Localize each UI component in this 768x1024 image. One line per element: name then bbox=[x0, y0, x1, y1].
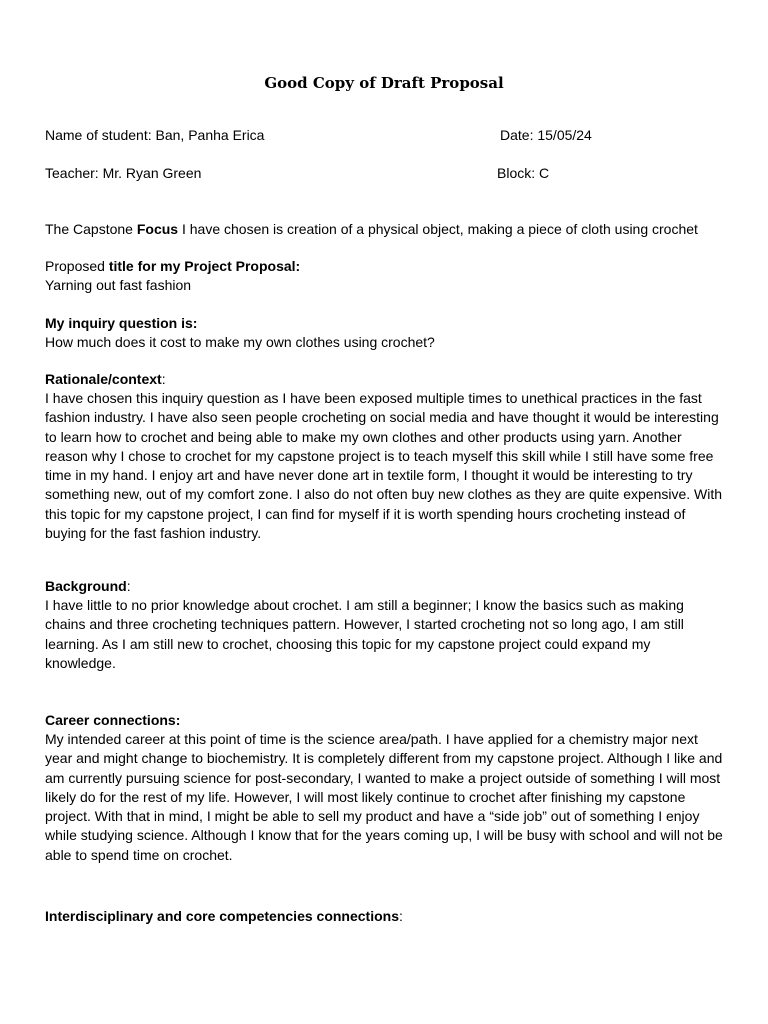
interdisciplinary-colon: : bbox=[399, 908, 403, 924]
rationale-body: I have chosen this inquiry question as I have been exposed multiple times to unethical practices in the fast fashion industry. I have also seen people crocheting on social media and have thought it would be interesting to learn how to crochet and being able to make my own clothes and other products using yarn. Another reason why I chose to crochet for my capstone project is to teach myself this skill while I still have some free time in my hand. I enjoy art and have never done art in textile form, I thought it would be interesting to try something new, out of my comfort zone. I also do not often buy new clothes as they are quite expensive. With this topic for my capstone project, I can find for myself if it is worth spending hours crocheting instead of buying for the fast fashion industry. bbox=[45, 390, 723, 542]
focus-pre: The Capstone bbox=[45, 221, 137, 237]
teacher-name: Teacher: Mr. Ryan Green bbox=[45, 165, 202, 181]
proposed-title-pre: Proposed bbox=[45, 258, 109, 274]
rationale-heading-text: Rationale/context bbox=[45, 371, 162, 387]
focus-line bbox=[45, 220, 698, 239]
focus-post: I have chosen is creation of a physical object, making a piece of cloth using crochet bbox=[178, 221, 698, 237]
proposed-title-bold: title for my Project Proposal: bbox=[108, 258, 301, 274]
background-heading bbox=[45, 577, 131, 596]
student-name: Name of student: Ban, Panha Erica bbox=[45, 127, 265, 143]
proposal-date: Date: 15/05/24 bbox=[500, 127, 592, 143]
proposed-title-label bbox=[45, 257, 300, 276]
background-heading-text: Background bbox=[45, 578, 127, 594]
proposed-title-value: Yarning out fast fashion bbox=[45, 277, 192, 293]
rationale-colon: : bbox=[161, 371, 166, 387]
background-colon: : bbox=[126, 578, 131, 594]
inquiry-heading-text: My inquiry question is: bbox=[45, 315, 198, 331]
rationale-heading bbox=[45, 370, 166, 389]
career-heading-text: Career connections: bbox=[45, 712, 181, 728]
document-title: Good Copy of Draft Proposal bbox=[264, 74, 504, 92]
career-heading bbox=[45, 711, 180, 730]
focus-bold: Focus bbox=[136, 221, 179, 237]
career-body: My intended career at this point of time is the science area/path. I have applied for a chemistry major next year and might change to biochemistry. It is completely different from my capstone project. Although I like and am currently pursuing science for post-secondary, I wanted to make a project outside of something I will most likely do for the rest of my life. However, I will most likely continue to crochet after finishing my capstone project. With that in mind, I might be able to sell my product and have a “side job” out of something I enjoy while studying science. Although I know that for the years coming up, I will be busy with school and will not be able to spend time on crochet. bbox=[45, 731, 723, 863]
interdisciplinary-heading-text: Interdisciplinary and core competencies connections bbox=[45, 908, 399, 924]
inquiry-heading bbox=[45, 314, 197, 333]
background-body: I have little to no prior knowledge about crochet. I am still a beginner; I know the basics such as making chains and three crocheting techniques pattern. However, I started crocheting not so long ago, I am still learning. As I am still new to crochet, choosing this topic for my capstone project could expand my knowledge. bbox=[45, 597, 684, 671]
interdisciplinary-heading bbox=[45, 907, 403, 926]
block-label: Block: C bbox=[497, 165, 550, 181]
inquiry-question: How much does it cost to make my own clothes using crochet? bbox=[45, 334, 435, 350]
